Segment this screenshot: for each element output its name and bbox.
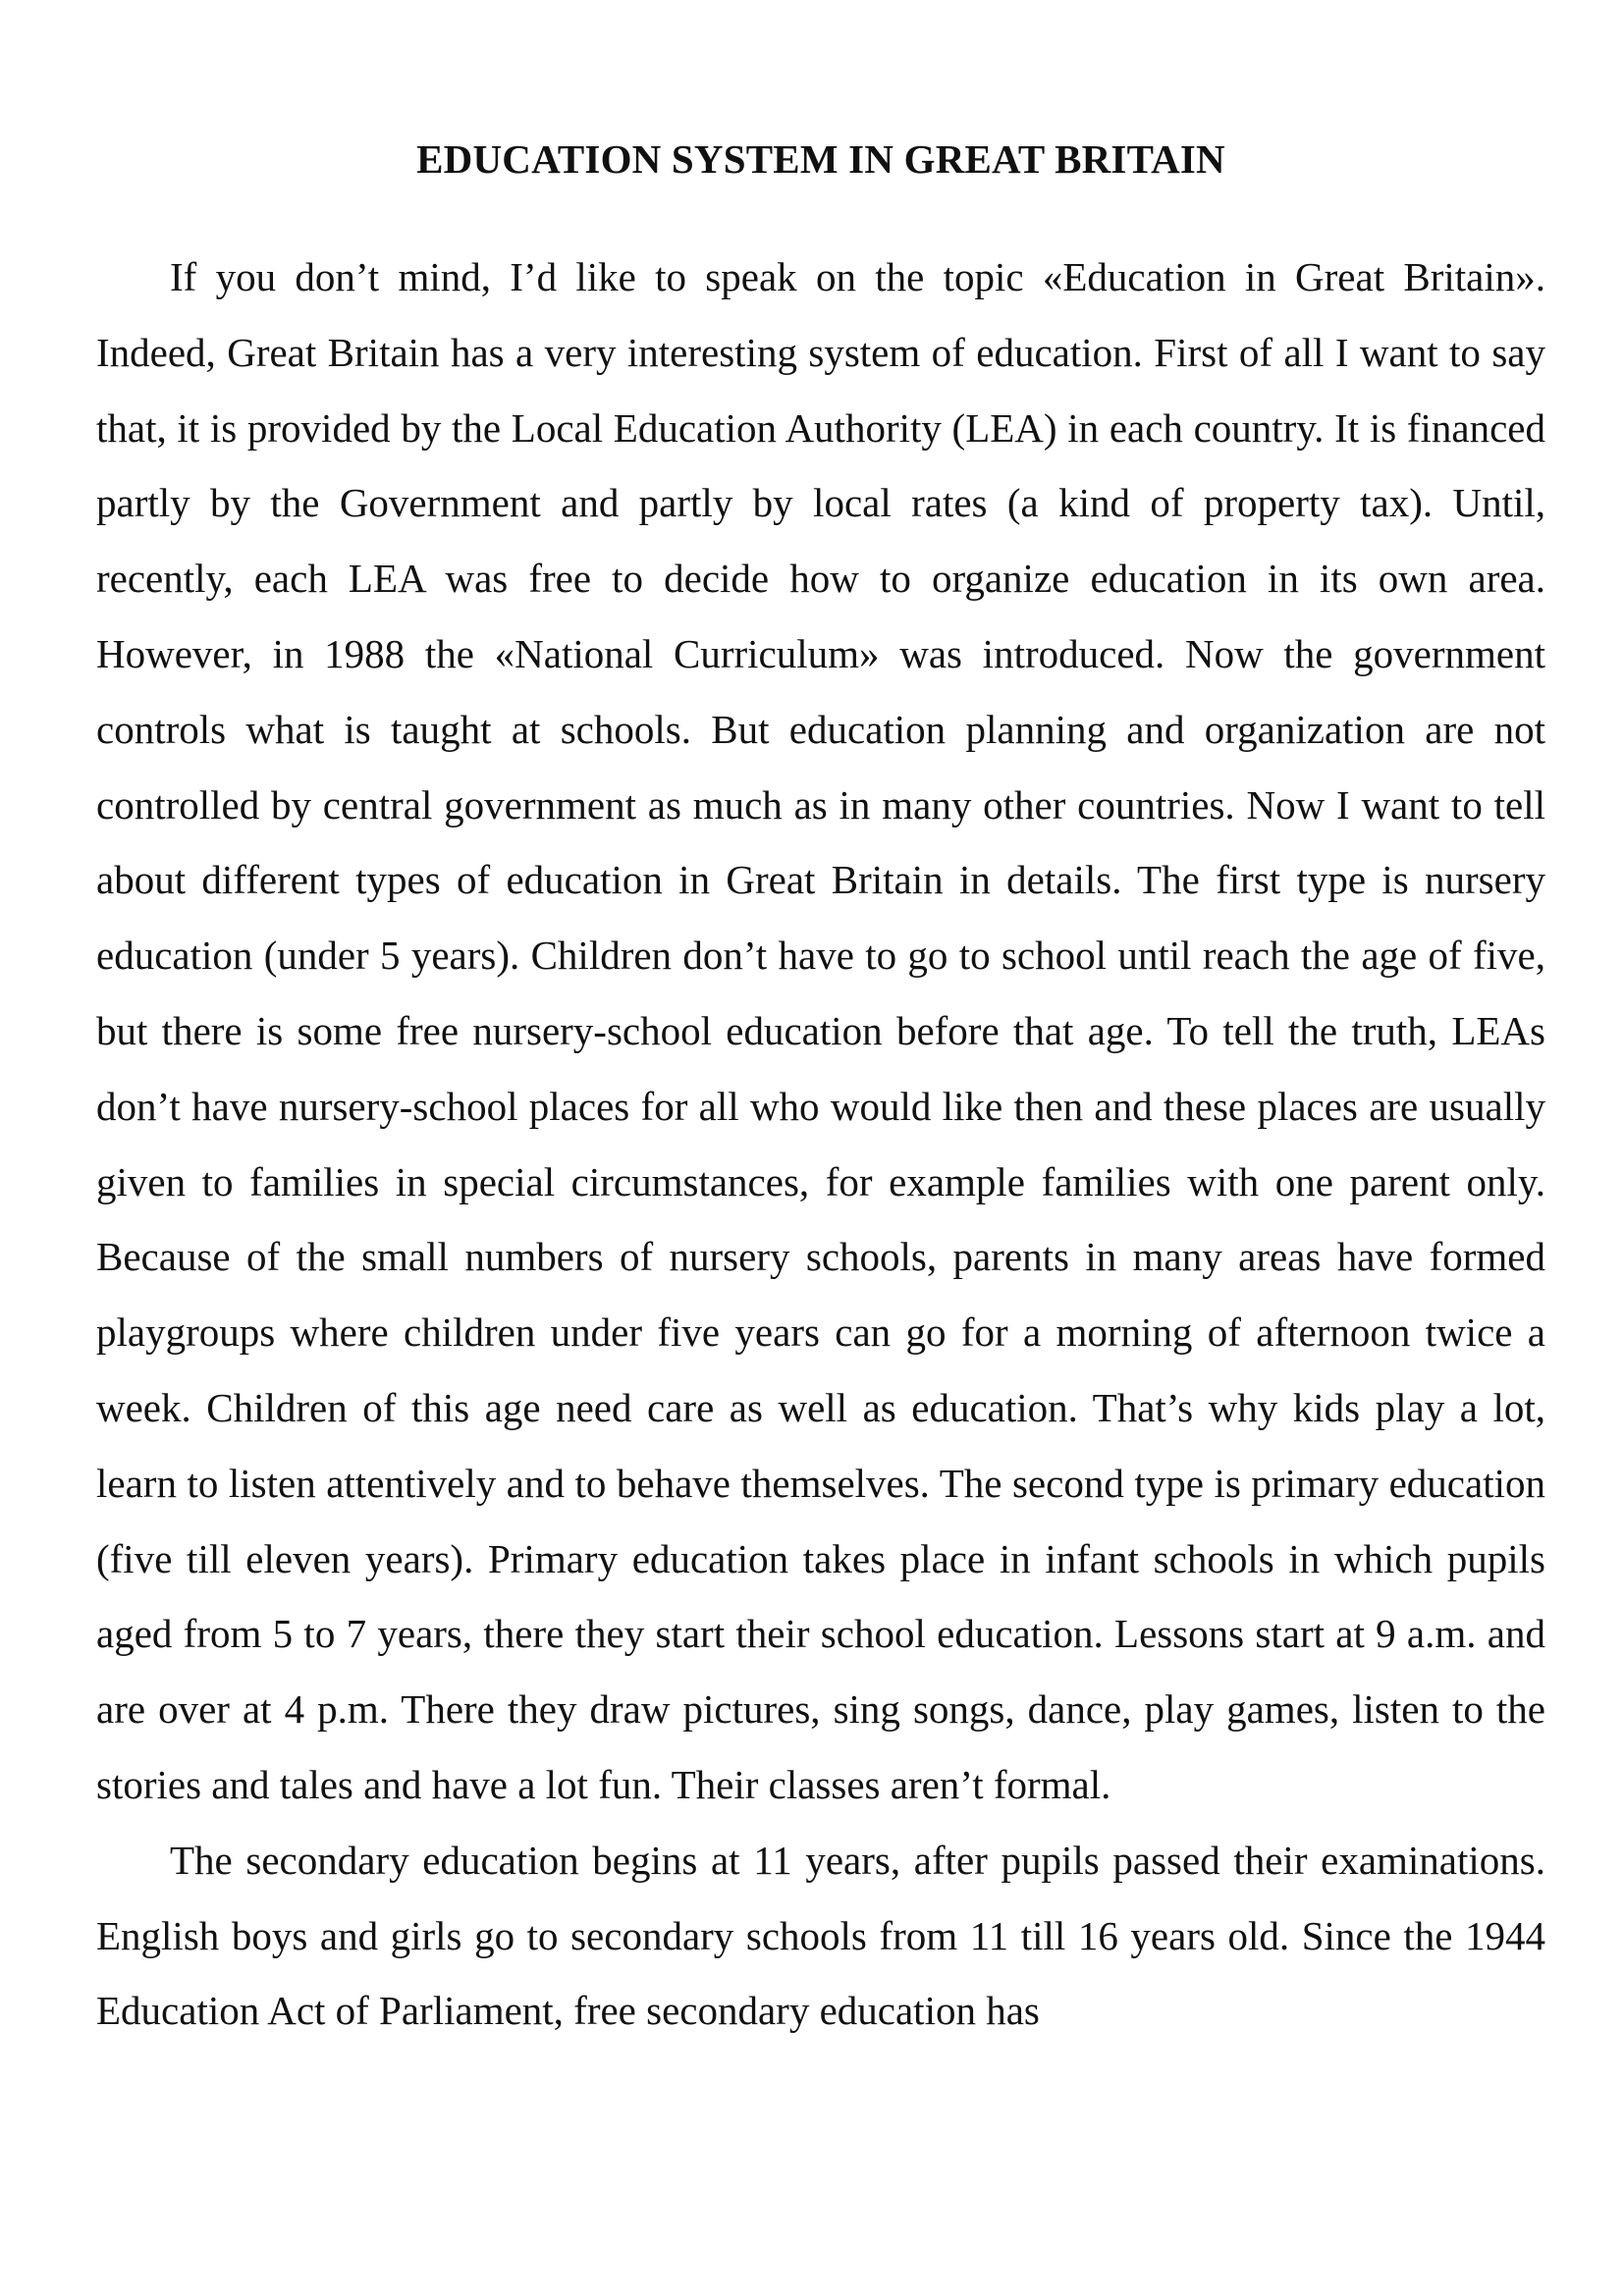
paragraph-secondary: The secondary education begins at 11 years, after pupils passed their examinations. English boys and girls go to secondary schools from 11 till 16 years old. Since the 1944 Education Act of Parliament, free secondary education has xyxy=(96,1837,1545,2034)
page-title: EDUCATION SYSTEM IN GREAT BRITAIN xyxy=(416,136,1225,182)
paragraph-intro-and-primary: If you don’t mind, I’d like to speak on the topic «Education in Great Britain». Indeed, Great Britain has a very interesting system of education. First of all I want to say that, it is provided by the Local Education Authority (LEA) in each country. It is financed partly by the Government and partly by local rates (a kind of property tax). Until, recently, each LEA was free to decide how to organize education in its own area. However, in 1988 the «National Curriculum» was introduced. Now the government controls what is taught at schools. But education planning and organization are not controlled by central government as much as in many other countries. Now I want to tell about different types of education in Great Britain in details. The first type is nursery education (under 5 years). Children don’t have to go to school until reach the age of five, but there is some free nursery-school education before that age. To tell the truth, LEAs don’t have nursery-school places for all who would like then and these places are usually given to families in special circumstances, for example families with one parent only. Because of the small numbers of nursery schools, parents in many areas have formed playgroups where children under five years can go for a morning of afternoon twice a week. Children of this age need care as well as education. That’s why kids play a lot, learn to listen attentively and to behave themselves. The second type is primary education (five till eleven years). Primary education takes place in infant schools in which pupils aged from 5 to 7 years, there they start their school education. Lessons start at 9 a.m. and are over at 4 p.m. There they draw pictures, sing songs, dance, play games, listen to the stories and tales and have a lot fun. Their classes aren’t formal. xyxy=(96,254,1545,1807)
document-body xyxy=(96,130,1545,2049)
